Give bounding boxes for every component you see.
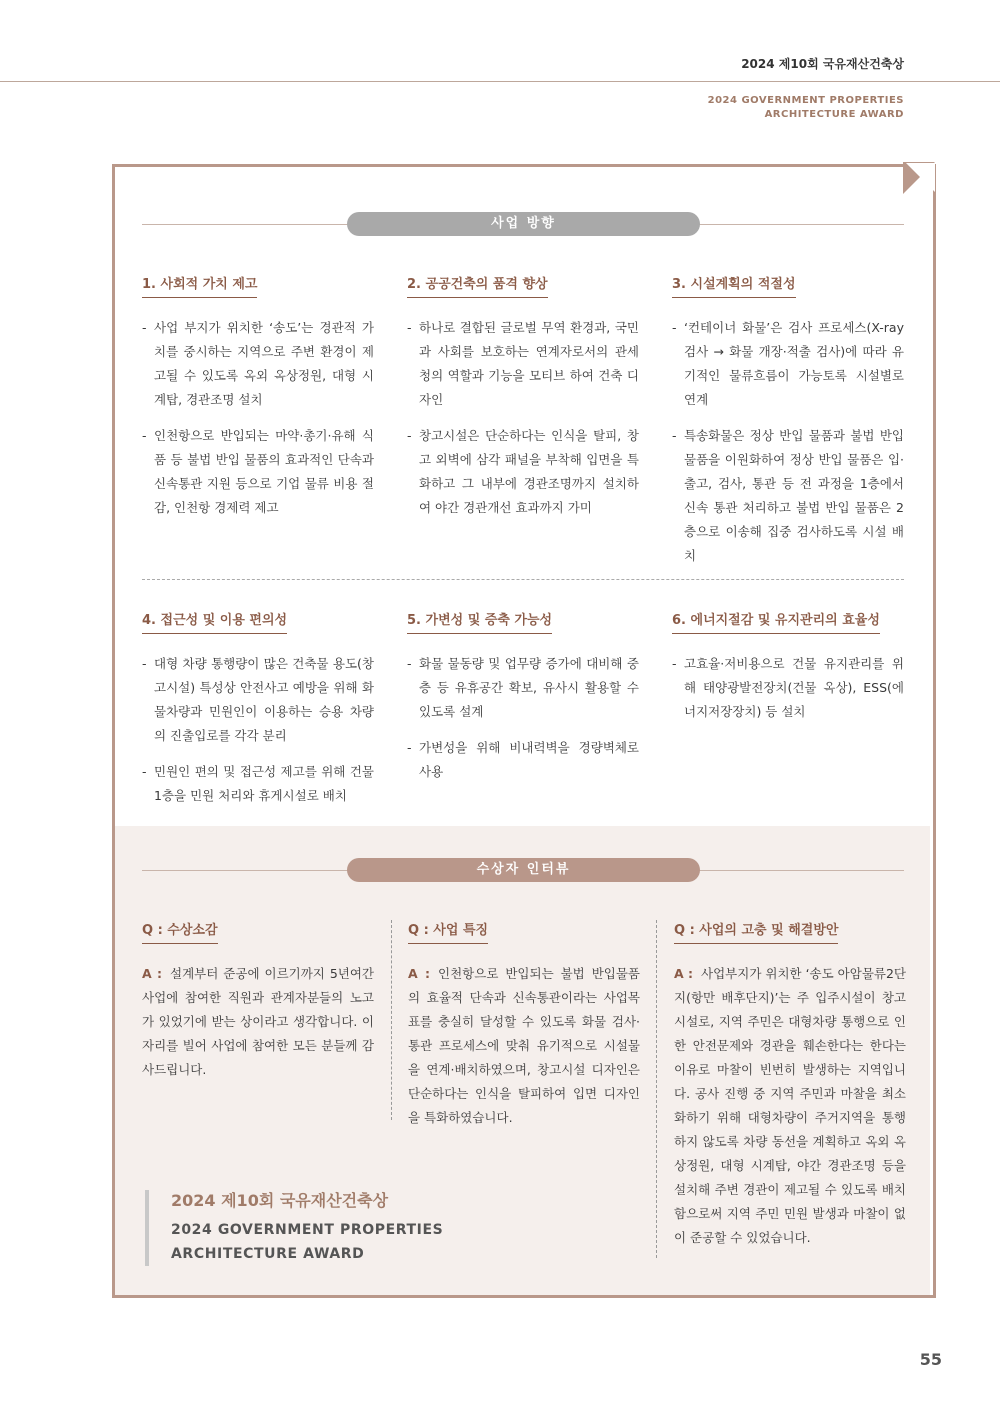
list-item: - 하나로 결합된 글로벌 무역 환경과, 국민과 사회를 보호하는 연계자로서의 관세청의 역할과 기능을 모티브 하여 건축 디자인 [407, 316, 639, 412]
direction-heading: 4. 접근성 및 이용 편의성 [142, 609, 287, 634]
direction-items [672, 316, 904, 568]
list-item: - 화물 물동량 및 업무량 증가에 대비해 중층 등 유휴공간 확보, 유사시 활용할 수 있도록 설계 [407, 652, 639, 724]
direction-col-1 [142, 273, 374, 520]
award-title-en-line1: 2024 GOVERNMENT PROPERTIES [171, 1222, 444, 1238]
frame-corner-cut [906, 163, 935, 192]
direction-col-3 [672, 273, 904, 568]
list-item: - 인천항으로 반입되는 마약·총기·유해 식품 등 불법 반입 물품의 효과적인 단속과 신속통관 지원 등으로 기업 물류 비용 절감, 인천항 경제력 제고 [142, 424, 374, 520]
direction-items [407, 652, 639, 784]
direction-section-title: 사업 방향 [347, 212, 700, 236]
header-title-en [708, 94, 904, 122]
header-title-ko: 2024 제10회 국유재산건축상 [741, 57, 904, 71]
answer-text: 인천항으로 반입되는 불법 반입물품의 효율적 단속과 신속통관이라는 사업목표를 충실히 달성할 수 있도록 화물 검사·통관 프로세스에 맞춰 유기적으로 시설물을 연계·배치하였으며, 창고시설 디자인은 단순하다는 인식을 탈피하여 입면 디자인을 특화하였습니다. [408, 966, 641, 1125]
interview-divider-1 [391, 920, 392, 1120]
direction-heading: 2. 공공건축의 품격 향상 [407, 273, 548, 298]
list-item: - ‘컨테이너 화물’은 검사 프로세스(X-ray검사 → 화물 개장·적출 검사)에 따라 유기적인 물류흐름이 가능토록 시설별로 연계 [672, 316, 904, 412]
list-item: - 창고시설은 단순하다는 인식을 탈피, 창고 외벽에 삼각 패널을 부착해 입면을 특화하고 그 내부에 경관조명까지 설치하여 야간 경관개선 효과까지 가미 [407, 424, 639, 520]
award-title-en [171, 1218, 443, 1266]
direction-heading: 5. 가변성 및 증축 가능성 [407, 609, 552, 634]
direction-items [142, 652, 374, 808]
interview-section-title: 수상자 인터뷰 [347, 858, 700, 882]
direction-col-5 [407, 609, 639, 784]
direction-col-2 [407, 273, 639, 520]
header-title-en-line1: 2024 GOVERNMENT PROPERTIES [707, 95, 904, 106]
direction-items [142, 316, 374, 520]
answer-text: 설계부터 준공에 이르기까지 5년여간 사업에 참여한 직원과 관계자분들의 노고가 있었기에 받는 상이라고 생각합니다. 이 자리를 빌어 사업에 참여한 모든 분들께 감사드립니다. [142, 966, 375, 1077]
header-title-en-line2: ARCHITECTURE AWARD [764, 109, 904, 120]
award-block [145, 1190, 443, 1266]
interview-answer [674, 962, 906, 1250]
interview-answer [408, 962, 640, 1130]
answer-text: 사업부지가 위치한 ‘송도 아암물류2단지(항만 배후단지)’는 주 입주시설이 창고시설로, 지역 주민은 대형차량 통행으로 인한 안전문제와 경관을 훼손한다는 한다는 이유로 마찰이 빈번히 발생하는 지역입니다. 공사 진행 중 지역 주민과 마찰을 최소화하기 위해 대형차량이 주거지역을 통행하지 않도록 차량 동선을 계획하고 옥외 옥상정원, 대형 시계탑, 야간 경관조명 등을 설치해 주변 경관이 제고될 수 있도록 배치함으로써 지역 주민 민원 발생과 마찰이 없이 준공할 수 있었습니다. [674, 966, 907, 1245]
direction-col-6 [672, 609, 904, 724]
answer-label: A : [142, 966, 163, 981]
list-item: - 특송화물은 정상 반입 물품과 불법 반입 물품을 이원화하여 정상 반입 물품은 입·출고, 검사, 통관 등 전 과정을 1층에서 신속 통관 처리하고 불법 반입 물품은 2층으로 이송해 집중 검사하도록 시설 배치 [672, 424, 904, 568]
answer-label: A : [674, 966, 694, 981]
interview-col-2 [408, 919, 640, 1130]
interview-answer [142, 962, 374, 1082]
list-item: - 고효율·저비용으로 건물 유지관리를 위해 태양광발전장치(건물 옥상), ESS(에너지저장장치) 등 설치 [672, 652, 904, 724]
header-divider [0, 81, 1000, 82]
list-item: - 가변성을 위해 비내력벽을 경량벽체로 사용 [407, 736, 639, 784]
list-item: - 사업 부지가 위치한 ‘송도’는 경관적 가치를 중시하는 지역으로 주변 환경이 제고될 수 있도록 옥외 옥상정원, 대형 시계탑, 경관조명 설치 [142, 316, 374, 412]
answer-label: A : [408, 966, 431, 981]
interview-col-1 [142, 919, 374, 1082]
interview-question: Q : 사업 특징 [408, 919, 488, 944]
interview-question: Q : 사업의 고충 및 해결방안 [674, 919, 838, 944]
page-number: 55 [919, 1350, 942, 1369]
direction-col-4 [142, 609, 374, 808]
list-item: - 대형 차량 통행량이 많은 건축물 용도(창고시설) 특성상 안전사고 예방을 위해 화물차량과 민원인이 이용하는 승용 차량의 진출입로를 각각 분리 [142, 652, 374, 748]
interview-divider-2 [656, 920, 657, 1258]
direction-heading: 3. 시설계획의 적절성 [672, 273, 796, 298]
award-title-ko: 2024 제10회 국유재산건축상 [171, 1191, 389, 1210]
list-item: - 민원인 편의 및 접근성 제고를 위해 건물 1층을 민원 처리와 휴게시설로 배치 [142, 760, 374, 808]
direction-items [407, 316, 639, 520]
direction-row-divider [142, 579, 904, 580]
direction-heading: 1. 사회적 가치 제고 [142, 273, 257, 298]
direction-items [672, 652, 904, 724]
award-title-en-line2: ARCHITECTURE AWARD [171, 1246, 365, 1262]
direction-heading: 6. 에너지절감 및 유지관리의 효율성 [672, 609, 880, 634]
interview-question: Q : 수상소감 [142, 919, 218, 944]
interview-col-3 [674, 919, 906, 1250]
